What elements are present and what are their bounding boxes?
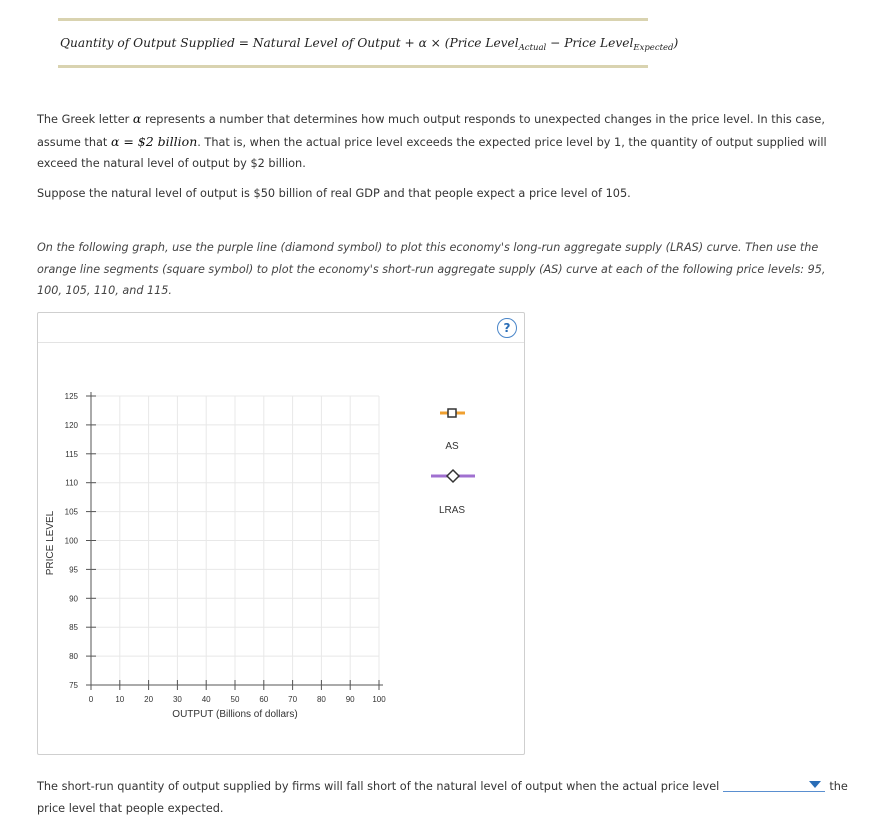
chevron-down-icon [809,781,821,788]
formula-expected-subscript: Expected [633,43,674,53]
alpha-text-b: represents a number that determines how much output responds to unexpected changes in the price level. In this case, assume that [37,113,825,149]
alpha-text-c: . That is, when the actual price level exceeds the expected price level by 1, the quantity of output supplied will exceed the natural level of output by $2 billion. [37,135,827,170]
y-tick-label: 120 [64,420,78,430]
x-tick-label: 20 [144,695,154,704]
y-tick-label: 110 [65,478,78,488]
y-tick-label: 125 [64,392,78,401]
x-tick-label: 50 [230,695,240,704]
as-legend-label: AS [445,441,459,452]
x-tick-label: 100 [372,695,386,704]
chart-grid [91,396,379,685]
x-tick-label: 60 [259,695,269,704]
alpha-value: α = $2 billion [110,133,198,149]
y-tick-label: 95 [69,565,78,575]
graph-instructions: On the following graph, use the purple line (diamond symbol) to plot this economy's long-run aggregate supply (LRAS) curve. Then use the orange line segments (square symbol) to plot the economy's short-run aggregate supply (AS) curve at each of the following price levels: 95, 100, 105, 110, and 115. [37,241,826,297]
y-axis-label: PRICE LEVEL [45,510,56,576]
y-tick-label: 80 [69,652,78,662]
x-tick-label: 30 [172,695,182,704]
formula-alpha-term: + α × [404,36,441,50]
formula-close-paren: ) [673,36,679,50]
x-tick-labels [89,695,386,704]
y-tick-label: 90 [69,594,78,604]
formula-open-paren: ( [444,36,450,50]
natural-output-statement: Suppose the natural level of output is $50 billion of real GDP and that people expect a price level of 105. [37,187,631,200]
x-tick-label: 70 [288,695,298,704]
as-legend-tool[interactable] [440,409,465,452]
y-tick-label: 115 [65,449,78,459]
x-tick-label: 10 [115,695,125,704]
formula-equals: = [238,36,249,50]
price-level-dropdown[interactable] [723,777,825,792]
y-tick-label: 105 [64,507,78,517]
help-icon[interactable]: ? [497,318,517,338]
formula-natural: Natural Level of Output [252,36,401,50]
x-tick-label: 90 [345,695,355,704]
formula-price-level-actual: Price Level [449,36,519,50]
x-tick-label: 0 [88,695,94,704]
y-tick-labels [65,392,79,690]
alpha-symbol: α [132,111,142,126]
formula-price-level-expected: Price Level [564,36,634,50]
question-text-b: the price level that people expected. [37,780,848,815]
formula-actual-subscript: Actual [518,43,547,53]
x-tick-label: 80 [316,695,326,704]
question-text-a: The short-run quantity of output supplied by firms will fall short of the natural level of output when the actual price level [37,780,720,793]
alpha-text-a: The Greek letter [37,113,133,126]
lras-legend-label: LRAS [438,505,466,516]
formula-lhs: Quantity of Output Supplied [60,36,235,50]
lras-diamond-icon[interactable] [447,470,459,482]
lras-legend-tool[interactable] [431,470,475,516]
as-square-icon[interactable] [448,409,456,417]
formula-minus: − [550,36,561,50]
y-tick-label: 100 [64,536,78,546]
y-tick-label: 85 [69,623,78,633]
question-sentence [37,776,859,819]
y-tick-label: 75 [69,681,78,690]
x-tick-label: 40 [201,695,211,704]
x-axis-label: OUTPUT (Billions of dollars) [172,709,298,720]
